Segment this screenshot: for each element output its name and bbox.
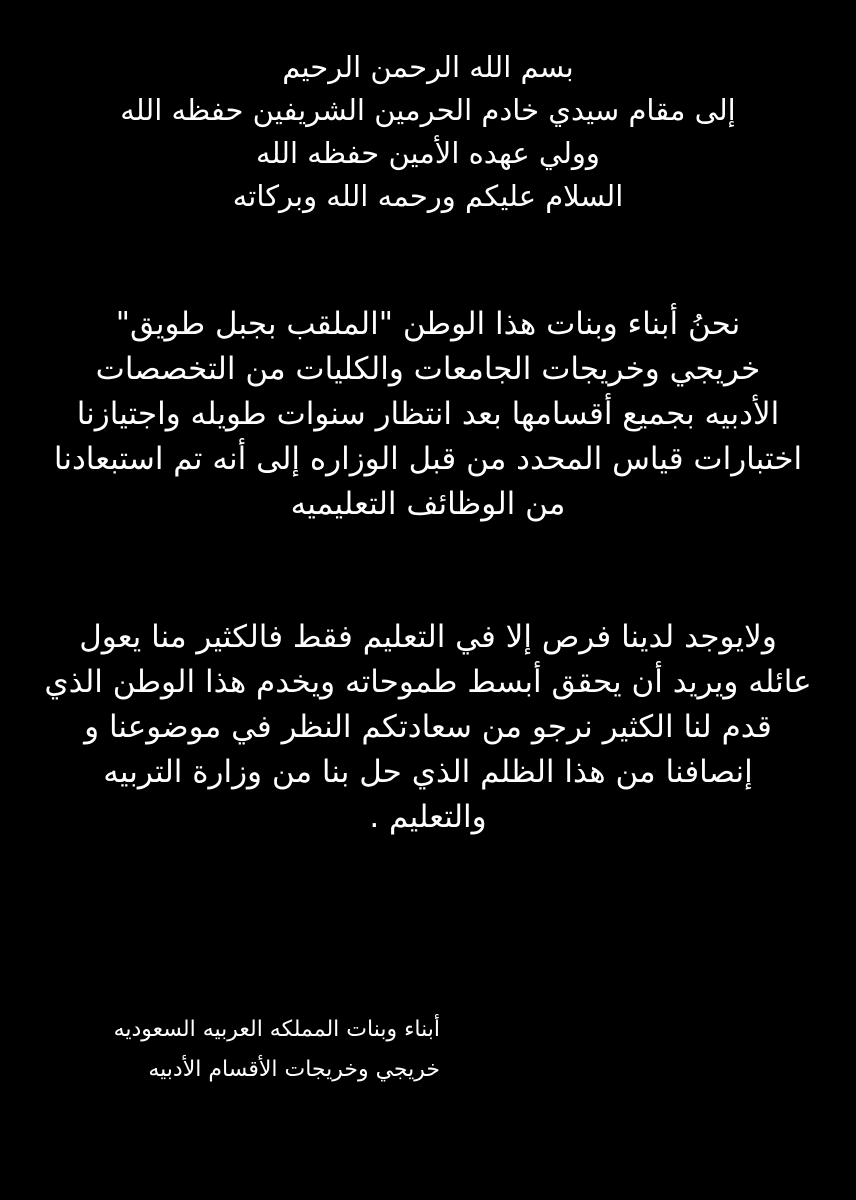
- signature-line: خريجي وخريجات الأقسام الأدبيه: [148, 1057, 440, 1082]
- paragraph-introduction: [20, 302, 836, 527]
- signature-line: أبناء وبنات المملكه العربيه السعوديه: [113, 1017, 440, 1042]
- paragraph-request: [20, 615, 836, 840]
- paragraph-line: والتعليم .: [369, 799, 487, 835]
- basmala-line: بسم الله الرحمن الرحيم: [282, 50, 574, 84]
- paragraph-line: الأدبيه بجميع أقسامها بعد انتظار سنوات طويله واجتيازنا: [76, 396, 780, 432]
- paragraph-line: إنصافنا من هذا الظلم الذي حل بنا من وزارة التربيه: [103, 754, 753, 790]
- paragraph-line: من الوظائف التعليميه: [290, 486, 566, 522]
- paragraph-line: ولايوجد لدينا فرص إلا في التعليم فقط فالكثير منا يعول: [79, 619, 777, 655]
- opening-greeting: [60, 46, 796, 218]
- paragraph-line: اختبارات قياس المحدد من قبل الوزاره إلى أنه تم استبعادنا: [53, 441, 803, 477]
- salutation-line: السلام عليكم ورحمه الله وبركاته: [232, 179, 624, 213]
- paragraph-line: خريجي وخريجات الجامعات والكليات من التخصصات: [95, 351, 761, 387]
- addressee-line: إلى مقام سيدي خادم الحرمين الشريفين حفظه الله: [120, 93, 736, 127]
- crown-prince-line: وولي عهده الأمين حفظه الله: [256, 136, 600, 170]
- paragraph-line: نحنُ أبناء وبنات هذا الوطن "الملقب بجبل طويق": [115, 306, 741, 342]
- paragraph-line: قدم لنا الكثير نرجو من سعادتكم النظر في موضوعنا و: [84, 709, 772, 745]
- signature-block: [113, 1010, 440, 1090]
- paragraph-line: عائله ويريد أن يحقق أبسط طموحاته ويخدم هذا الوطن الذي: [44, 664, 812, 700]
